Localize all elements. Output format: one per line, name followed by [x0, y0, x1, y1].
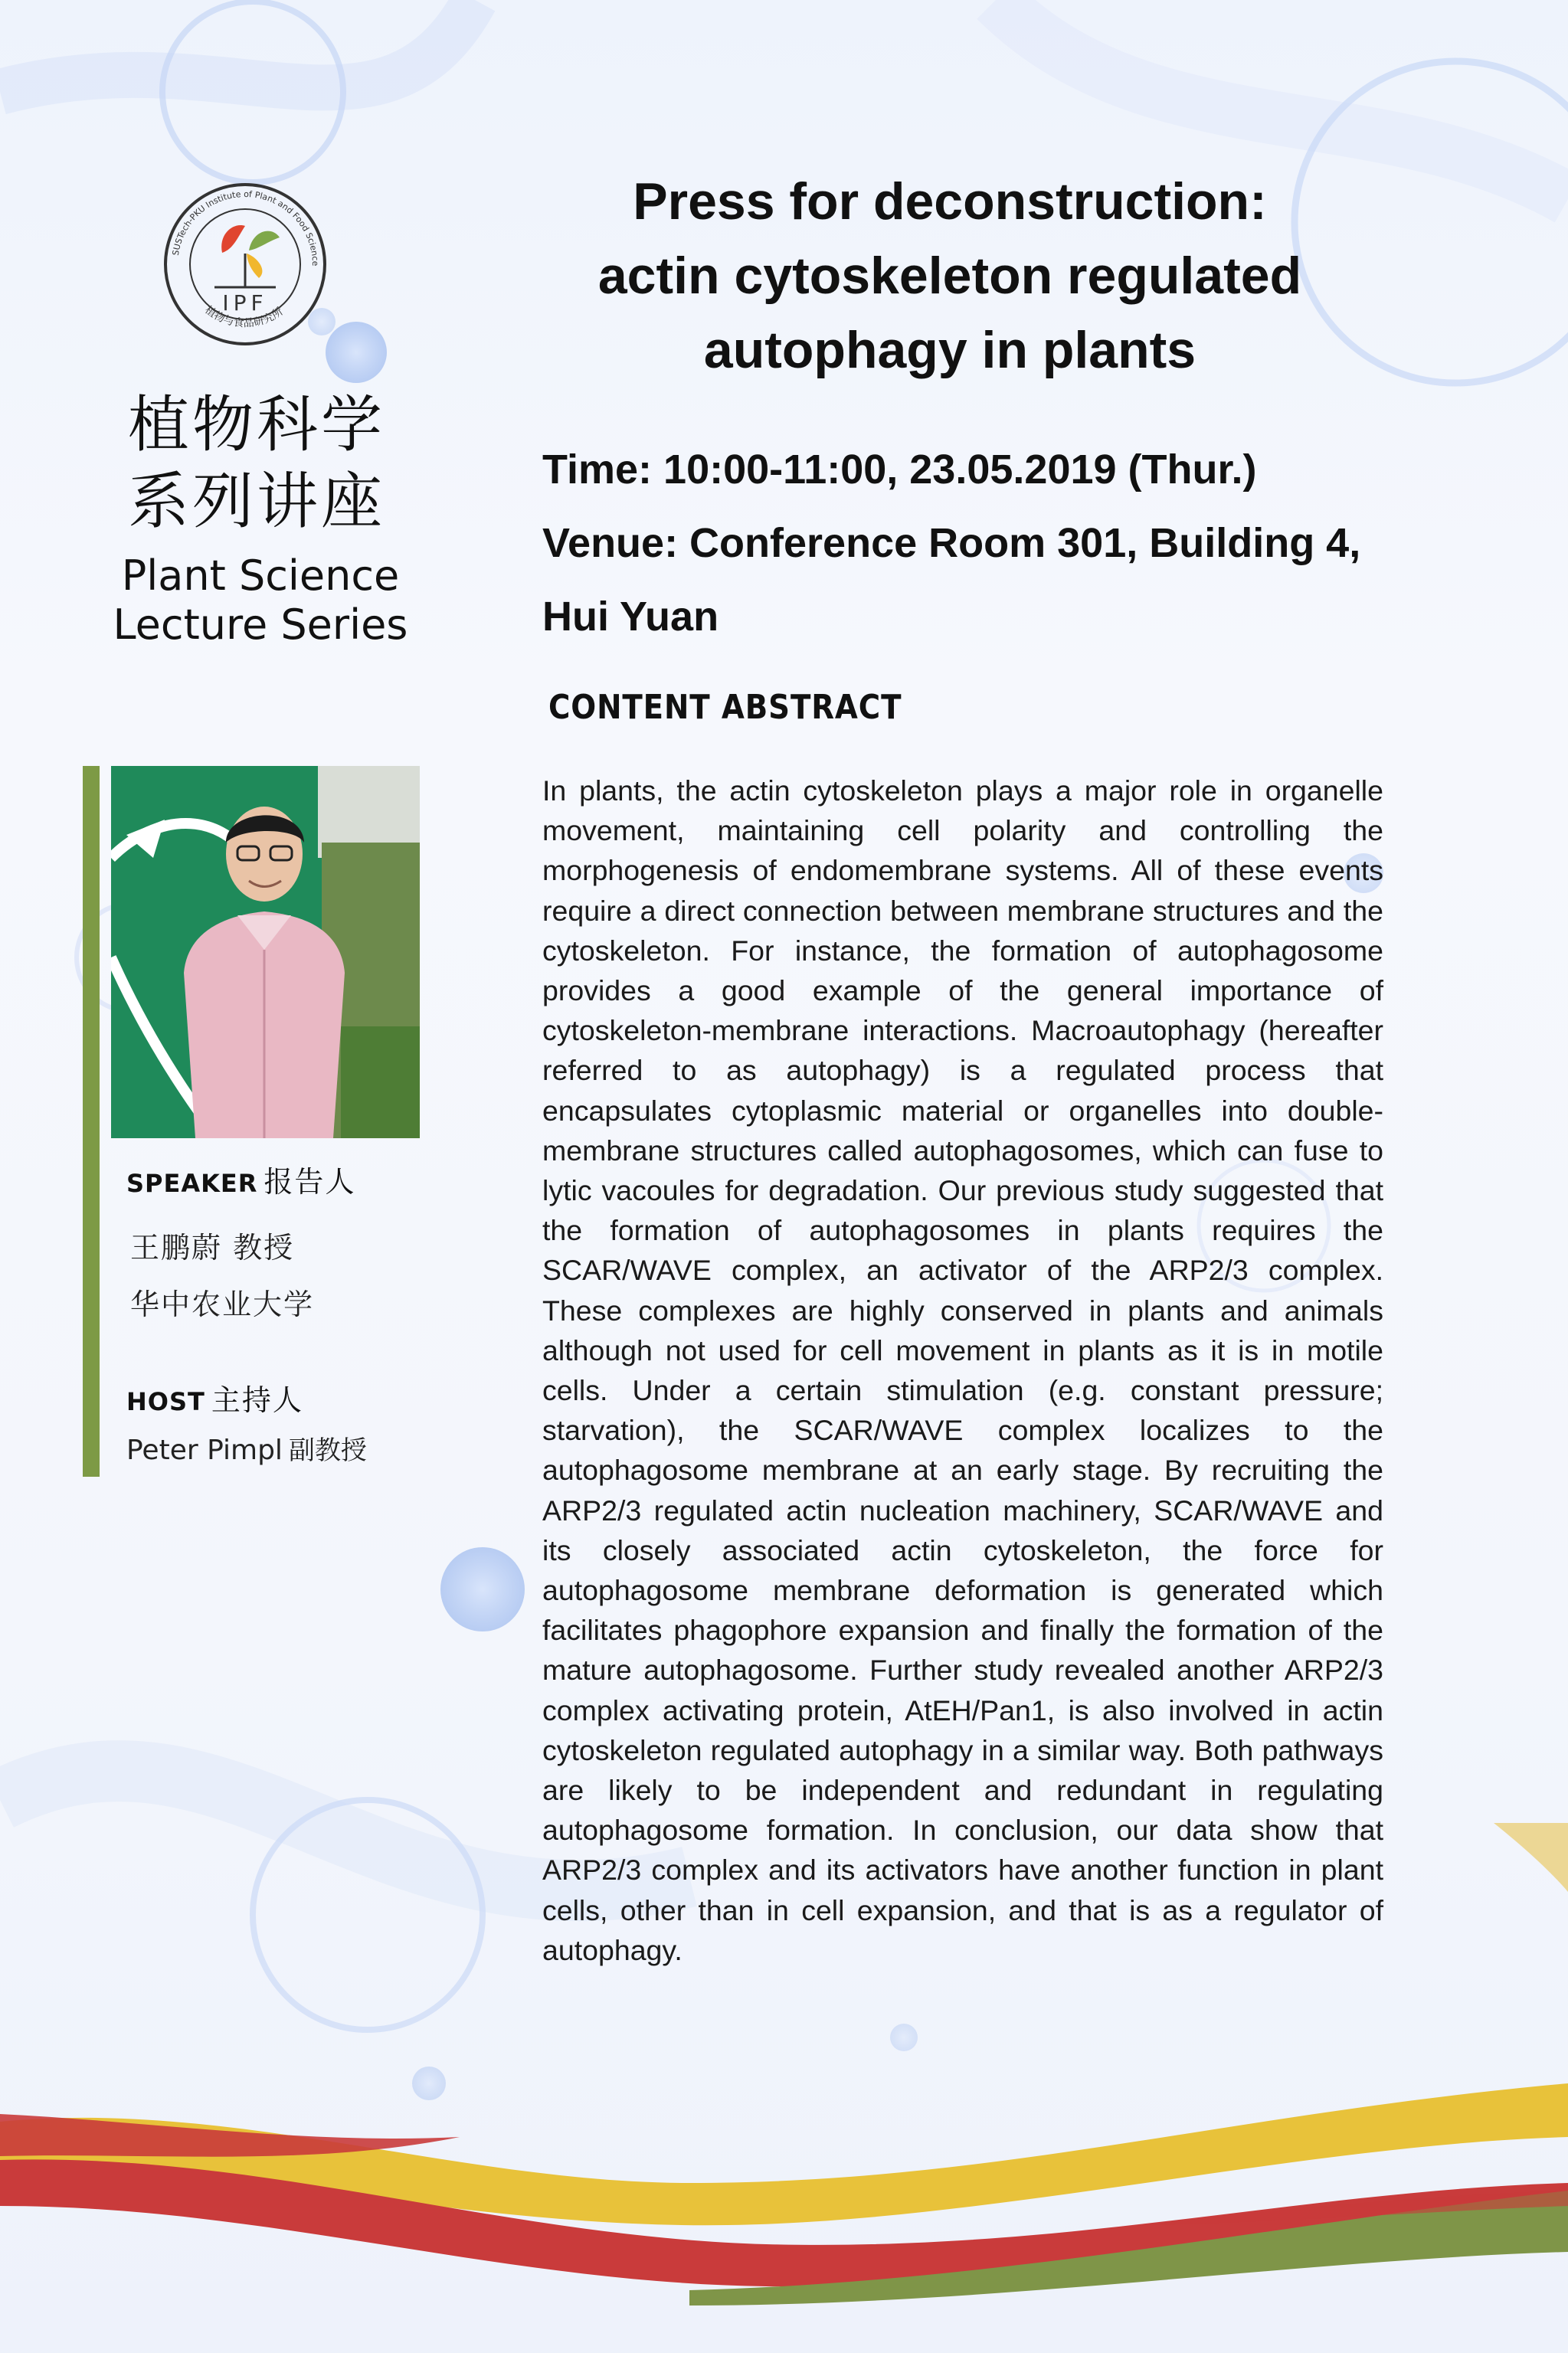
series-title-en-line1: Plant Science — [121, 551, 400, 600]
series-title-en-line2: Lecture Series — [113, 601, 408, 649]
event-venue-line1: Venue: Conference Room 301, Building 4, — [542, 520, 1361, 566]
lecture-title-line1: Press for deconstruction: — [633, 172, 1267, 231]
event-time: Time: 10:00-11:00, 23.05.2019 (Thur.) — [542, 447, 1257, 493]
series-title-cn — [115, 387, 398, 540]
event-details — [542, 433, 1462, 653]
speaker-label — [126, 1158, 355, 1200]
speaker-label-cn: 报告人 — [264, 1165, 356, 1199]
series-title-cn-line1: 植物科学 — [128, 389, 385, 460]
host-label-cn: 主持人 — [211, 1383, 303, 1417]
host-info — [126, 1429, 367, 1467]
logo-abbr-text: IPF — [222, 290, 268, 316]
speaker-label-en: SPEAKER — [126, 1169, 258, 1198]
host-title-cn: 副教授 — [288, 1435, 367, 1466]
speaker-card-accent-bar — [83, 766, 100, 1477]
lecture-title-line3: autophagy in plants — [703, 321, 1196, 379]
series-title-en — [92, 551, 429, 650]
series-title-cn-line2: 系列讲座 — [128, 466, 385, 537]
speaker-name: 王鹏蔚 教授 — [130, 1231, 295, 1265]
abstract-heading: CONTENT ABSTRACT — [548, 688, 902, 727]
lecture-title — [536, 165, 1363, 388]
host-name: Peter Pimpl — [126, 1435, 283, 1466]
abstract-text: In plants, the actin cytoskeleton plays a major role in organelle movement, maintaining cell polarity and controlling the morphogenesis of endomembrane systems. All of these events require a direct connection between membrane structures and the cytoskeleton. For instance, the formation of autophagosome provides a good example of the general importance of cytoskeleton-membrane interactions. Macroautophagy (hereafter referred to as autophagy) is a regulated process that encapsulates cytoplasmic material or organelles into double-membrane structures called autophagosomes, which can fuse to lytic vacoules for degradation. Our previous study suggested that the formation of autophagosomes in plants requires the SCAR/WAVE complex, an activator of the ARP2/3 complex. These complexes are highly conserved in plants and animals although not used for cell movement in plants as it is in motile cells. Under a certain stimulation (e.g. constant pressure; starvation), the SCAR/WAVE complex localizes to the autophagosome membrane at an early stage. By recruiting the ARP2/3 regulated actin nucleation machinery, SCAR/WAVE and its closely associated actin cytoskeleton, the force for autophagosome membrane deformation is generated which facilitates phagophore expansion and finally the formation of the mature autophagosome. Further study revealed another ARP2/3 complex activating protein, AtEH/Pan1, is also involved in actin cytoskeleton regulated autophagy in a similar way. Both pathways are likely to be independent and redundant in regulating autophagosome formation. In conclusion, our data show that ARP2/3 complex and its activators have another function in plant cells, other than in cell expansion, and that is as a regulator of autophagy. — [542, 774, 1383, 1966]
logo-ring-text: SUSTech-PKU Institute of Plant and Food Science — [170, 188, 321, 267]
speaker-photo — [111, 766, 420, 1138]
lecture-title-line2: actin cytoskeleton regulated — [597, 247, 1302, 305]
event-venue-line2: Hui Yuan — [542, 594, 719, 640]
host-label-en: HOST — [126, 1387, 205, 1416]
logo-ring-text-cn: 植物与食品研究所 — [202, 303, 286, 330]
speaker-affiliation: 华中农业大学 — [130, 1288, 315, 1321]
host-label — [126, 1376, 303, 1419]
ipf-logo — [161, 180, 329, 349]
